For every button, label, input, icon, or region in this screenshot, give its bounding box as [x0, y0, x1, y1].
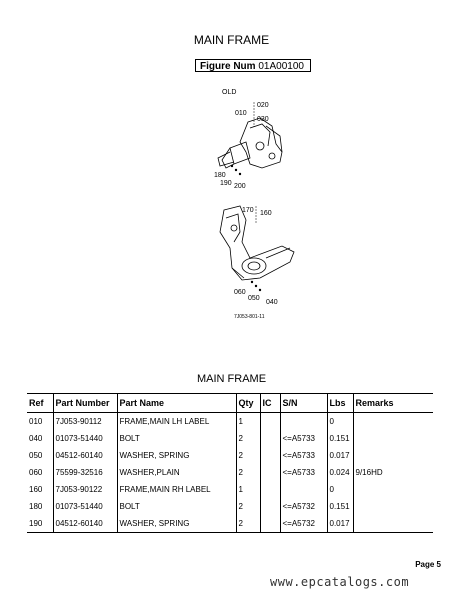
cell-sn [280, 413, 327, 431]
cell-qty: 2 [236, 430, 260, 447]
callout-010: 010 [235, 110, 247, 117]
cell-lbs: 0.024 [327, 464, 353, 481]
page-title: MAIN FRAME [193, 33, 270, 47]
cell-sn: <=A5733 [280, 464, 327, 481]
page-number: Page 5 [415, 560, 441, 569]
cell-remarks [353, 413, 433, 431]
cell-remarks [353, 430, 433, 447]
cell-part-number: 04512-60140 [53, 447, 117, 464]
cell-ic [260, 498, 280, 515]
col-header-part-name: Part Name [117, 394, 236, 413]
cell-qty: 2 [236, 464, 260, 481]
parts-table [27, 393, 433, 533]
section-title: MAIN FRAME [196, 373, 267, 385]
cell-remarks [353, 515, 433, 533]
cell-part-name: FRAME,MAIN LH LABEL [117, 413, 236, 431]
diagram-old-label: OLD [222, 89, 237, 96]
cell-sn: <=A5732 [280, 515, 327, 533]
cell-lbs: 0 [327, 481, 353, 498]
cell-qty: 2 [236, 447, 260, 464]
cell-ref: 060 [29, 468, 43, 477]
cell-part-number: 75599-32516 [53, 464, 117, 481]
table-row [27, 515, 433, 533]
callout-030: 030 [257, 116, 269, 123]
cell-lbs: 0.017 [327, 447, 353, 464]
cell-ic [260, 481, 280, 498]
callout-180: 180 [214, 172, 226, 179]
table-row [27, 498, 433, 515]
cell-part-name: WASHER,PLAIN [117, 464, 236, 481]
cell-part-name: FRAME,MAIN RH LABEL [117, 481, 236, 498]
cell-ref: 040 [29, 434, 43, 443]
cell-lbs: 0.151 [327, 430, 353, 447]
table-row [27, 430, 433, 447]
cell-ref: 010 [29, 417, 43, 426]
callout-160: 160 [260, 210, 272, 217]
cell-lbs: 0.151 [327, 498, 353, 515]
upper-fasteners [231, 165, 241, 175]
lower-fasteners [251, 281, 261, 291]
col-header-qty: Qty [236, 394, 260, 413]
cell-ic [260, 515, 280, 533]
cell-remarks [353, 481, 433, 498]
col-header-remarks: Remarks [353, 394, 433, 413]
cell-ref: 190 [29, 519, 43, 528]
callout-170: 170 [242, 207, 254, 214]
table-row [27, 447, 433, 464]
cell-part-number: 7J053-90122 [53, 481, 117, 498]
cell-qty: 2 [236, 515, 260, 533]
cell-sn: <=A5733 [280, 430, 327, 447]
upper-frame-drawing [218, 118, 282, 168]
callout-050: 050 [248, 295, 260, 302]
callout-190: 190 [220, 180, 232, 187]
cell-remarks [353, 447, 433, 464]
cell-qty: 1 [236, 413, 260, 431]
callout-200: 200 [234, 183, 246, 190]
table-row [27, 464, 433, 481]
cell-ic [260, 464, 280, 481]
cell-ic [260, 447, 280, 464]
cell-sn [280, 481, 327, 498]
cell-part-number: 7J053-90112 [53, 413, 117, 431]
callout-060: 060 [234, 289, 246, 296]
cell-part-name: WASHER, SPRING [117, 515, 236, 533]
exploded-parts-diagram [190, 82, 310, 322]
col-header-ref: Ref [29, 398, 44, 408]
cell-qty: 1 [236, 481, 260, 498]
cell-ref: 180 [29, 502, 43, 511]
cell-remarks [353, 498, 433, 515]
figure-number-value: 01A00100 [258, 61, 304, 72]
cell-ref: 050 [29, 451, 43, 460]
cell-part-number: 01073-51440 [53, 430, 117, 447]
cell-lbs: 0 [327, 413, 353, 431]
col-header-sn: S/N [280, 394, 327, 413]
cell-ref: 160 [29, 485, 43, 494]
callout-020: 020 [257, 102, 269, 109]
cell-part-name: WASHER, SPRING [117, 447, 236, 464]
table-row [27, 413, 433, 431]
cell-part-name: BOLT [117, 498, 236, 515]
cell-remarks: 9/16HD [353, 464, 433, 481]
table-row [27, 481, 433, 498]
figure-number-box [195, 59, 311, 72]
col-header-ic: IC [260, 394, 280, 413]
figure-number-label: Figure Num [200, 61, 256, 72]
cell-sn: <=A5733 [280, 447, 327, 464]
cell-part-number: 04512-60140 [53, 515, 117, 533]
col-header-part-number: Part Number [53, 394, 117, 413]
cell-qty: 2 [236, 498, 260, 515]
lower-frame-drawing [220, 206, 294, 280]
col-header-lbs: Lbs [327, 394, 353, 413]
callout-040: 040 [266, 299, 278, 306]
watermark: www.epcatalogs.com [270, 575, 410, 589]
diagram-code: 7J053-801-11 [234, 314, 265, 320]
cell-part-name: BOLT [117, 430, 236, 447]
cell-ic [260, 413, 280, 431]
cell-ic [260, 430, 280, 447]
cell-sn: <=A5732 [280, 498, 327, 515]
table-header-row [27, 394, 433, 413]
cell-lbs: 0.017 [327, 515, 353, 533]
cell-part-number: 01073-51440 [53, 498, 117, 515]
